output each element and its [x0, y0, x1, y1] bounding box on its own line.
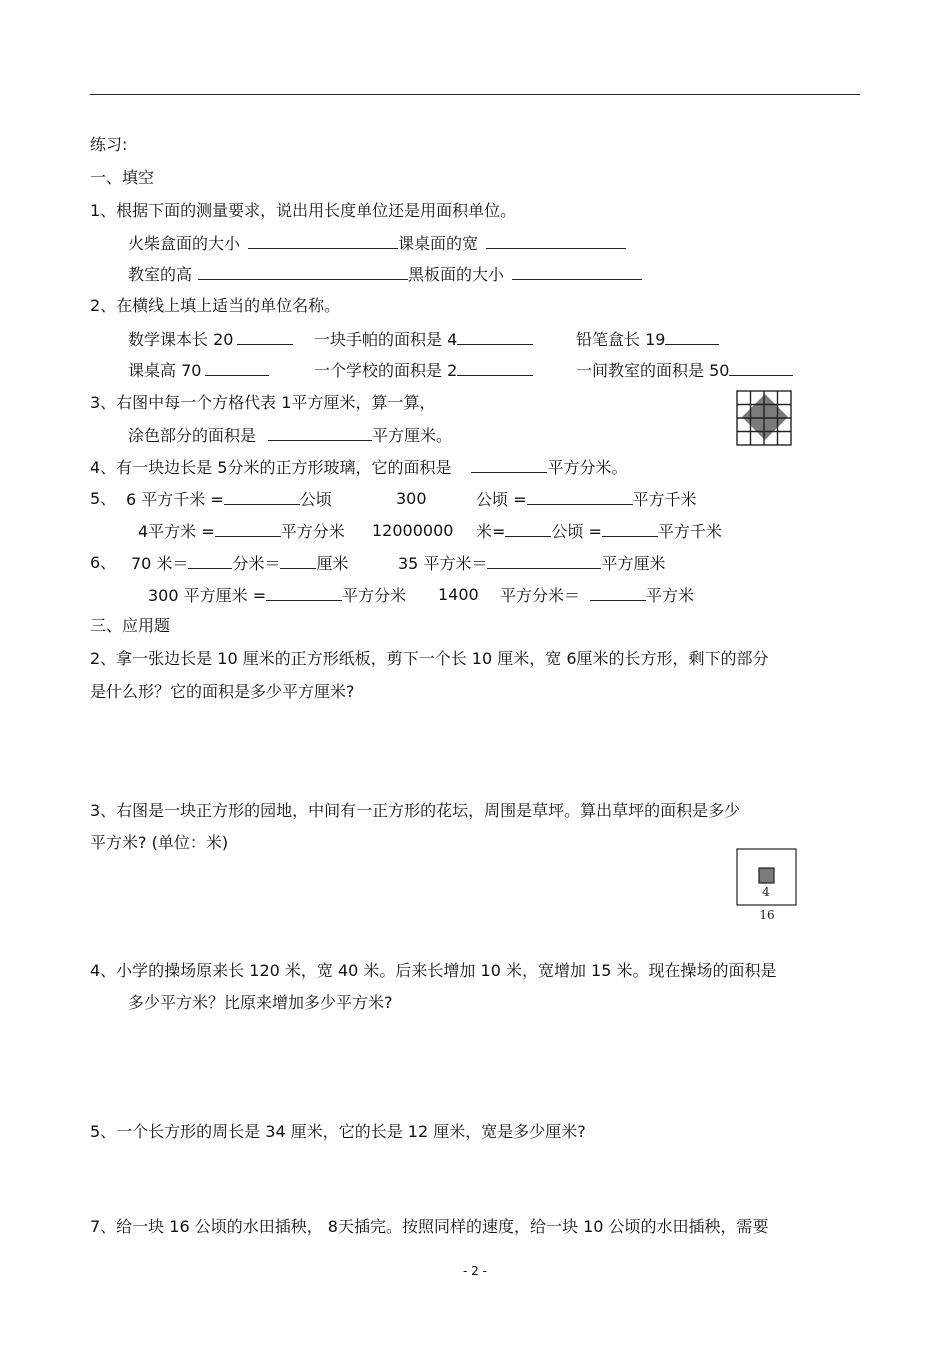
- q1-blank-a[interactable]: [248, 232, 398, 249]
- section-app-heading: 三、应用题: [90, 616, 171, 635]
- shaded-diamond: [742, 394, 788, 440]
- outer-side-label: 16: [759, 908, 775, 922]
- app4-line1: 4、小学的操场原来长 120 米，宽 40 米。后来长增加 10 米，宽增加 15 米。现在操场的面积是: [90, 961, 777, 980]
- q2-label-e: 一个学校的面积是 2: [314, 361, 458, 380]
- q3-line2: [128, 424, 452, 447]
- q6-a4: 35 平方米＝: [398, 554, 488, 573]
- section-fill-heading: 一、填空: [90, 168, 155, 187]
- q1-prompt: 1、根据下面的测量要求，说出用长度单位还是用面积单位。: [90, 201, 517, 220]
- garden-figure: [734, 846, 800, 926]
- flowerbed-inner-square: [759, 868, 774, 883]
- q6-b1: 300 平方厘米 =: [148, 586, 267, 605]
- q5-a5: 平方千米: [632, 490, 697, 509]
- q2-blank-f[interactable]: [729, 359, 793, 376]
- app5-line1: 5、一个长方形的周长是 34 厘米，它的长是 12 厘米，宽是多少厘米?: [90, 1122, 586, 1141]
- q3-line1: 3、右图中每一个方格代表 1平方厘米，算一算，: [90, 393, 436, 412]
- q5-blank-c[interactable]: [215, 520, 281, 537]
- q2-label-d: 课桌高 70: [128, 361, 202, 380]
- q2-label-c: 铅笔盒长 19: [576, 330, 666, 349]
- app7-line1: 7、给一块 16 公顷的水田插秧， 8天插完。按照同样的速度，给一块 10 公顷的水田插秧，需要: [90, 1217, 769, 1236]
- practice-heading: 练习:: [90, 135, 128, 154]
- q3-label-post: 平方厘米。: [372, 426, 453, 445]
- q5-a2: 公顷: [299, 490, 332, 509]
- header-rule: [90, 94, 860, 95]
- q4-blank[interactable]: [471, 456, 547, 473]
- q6-a1: 70 米＝: [131, 554, 189, 573]
- q6-row2-left: [148, 584, 406, 607]
- q6-a5: 平方厘米: [601, 554, 666, 573]
- q6-num: 6、: [90, 553, 117, 572]
- q5-row1-right: [476, 488, 697, 511]
- q5-b5: 公顷 =: [551, 522, 602, 541]
- q6-a3: 厘米: [316, 554, 349, 573]
- q5-row2-right: [476, 520, 722, 543]
- q5-b4: 米=: [476, 522, 506, 541]
- q6-b2: 平方分米: [342, 586, 407, 605]
- inner-side-label: 4: [762, 885, 770, 899]
- app3-line2: 平方米? (单位：米): [90, 833, 229, 852]
- q4-line: [90, 456, 627, 479]
- q2-blank-e[interactable]: [457, 359, 533, 376]
- q1-row1: [128, 232, 626, 255]
- app2-line1: 2、拿一张边长是 10 厘米的正方形纸板，剪下一个长 10 厘米，宽 6厘米的长方形，剩下的部分: [90, 649, 769, 668]
- q6-a2: 分米＝: [232, 554, 281, 573]
- q2-item-c: [576, 328, 719, 351]
- q6-row2-right: [500, 584, 694, 607]
- q1-row2: [128, 263, 642, 286]
- q6-b4: 平方分米＝: [500, 586, 581, 605]
- q1-blank-c[interactable]: [198, 263, 408, 280]
- q2-label-b: 一块手帕的面积是 4: [314, 330, 458, 349]
- q6-blank-e[interactable]: [590, 584, 646, 601]
- q6-blank-c[interactable]: [487, 552, 601, 569]
- app4-line2: 多少平方米？比原来增加多少平方米?: [128, 993, 393, 1012]
- q5-row2-left: [138, 520, 345, 543]
- q2-item-a: [128, 328, 293, 351]
- q5-b2: 平方分米: [280, 522, 345, 541]
- q2-blank-a[interactable]: [237, 328, 293, 345]
- q5-blank-d[interactable]: [505, 520, 551, 537]
- q5-blank-a[interactable]: [224, 488, 300, 505]
- q5-b1: 4平方米 =: [138, 522, 215, 541]
- q2-blank-b[interactable]: [457, 328, 533, 345]
- q2-item-d: [128, 359, 269, 382]
- q5-a3: 300: [396, 489, 427, 508]
- q6-b5: 平方米: [646, 586, 695, 605]
- q2-item-b: [314, 328, 533, 351]
- q3-label-pre: 涂色部分的面积是: [128, 426, 257, 445]
- q5-b3: 12000000: [372, 521, 454, 540]
- q5-blank-e[interactable]: [602, 520, 658, 537]
- q5-blank-b[interactable]: [527, 488, 633, 505]
- q2-label-a: 数学课本长 20: [128, 330, 234, 349]
- q4-label-pre: 4、有一块边长是 5分米的正方形玻璃，它的面积是: [90, 458, 452, 477]
- q6-blank-b[interactable]: [280, 552, 316, 569]
- q5-a4: 公顷 =: [476, 490, 527, 509]
- q5-row1-left: [126, 488, 332, 511]
- app3-line1: 3、右图是一块正方形的园地，中间有一正方形的花坛，周围是草坪。算出草坪的面积是多少: [90, 801, 741, 820]
- q6-blank-a[interactable]: [188, 552, 232, 569]
- q2-item-f: [576, 359, 793, 382]
- q2-label-f: 一间教室的面积是 50: [576, 361, 730, 380]
- q5-num: 5、: [90, 489, 117, 508]
- q2-blank-d[interactable]: [205, 359, 269, 376]
- q1-blank-d[interactable]: [512, 263, 642, 280]
- q5-b6: 平方千米: [657, 522, 722, 541]
- q6-row1-left: [131, 552, 348, 575]
- grid-lines: [737, 391, 791, 445]
- q1-item-a: 火柴盒面的大小: [128, 234, 241, 253]
- q2-blank-c[interactable]: [665, 328, 719, 345]
- q5-a1: 6 平方千米 =: [126, 490, 224, 509]
- q6-blank-d[interactable]: [266, 584, 342, 601]
- q1-item-b: 课桌面的宽: [398, 234, 479, 253]
- q6-row1-right: [398, 552, 665, 575]
- q1-item-c: 教室的高: [128, 265, 193, 284]
- q2-item-e: [314, 359, 533, 382]
- q2-prompt: 2、在横线上填上适当的单位名称。: [90, 296, 341, 315]
- app2-line2: 是什么形？它的面积是多少平方厘米?: [90, 682, 355, 701]
- q4-label-post: 平方分米。: [547, 458, 628, 477]
- q6-b3: 1400: [438, 585, 479, 604]
- grid-figure: [736, 390, 794, 448]
- q3-blank[interactable]: [268, 424, 372, 441]
- q1-blank-b[interactable]: [486, 232, 626, 249]
- page-number: - 2 -: [463, 1264, 487, 1278]
- q1-item-d: 黑板面的大小: [408, 265, 505, 284]
